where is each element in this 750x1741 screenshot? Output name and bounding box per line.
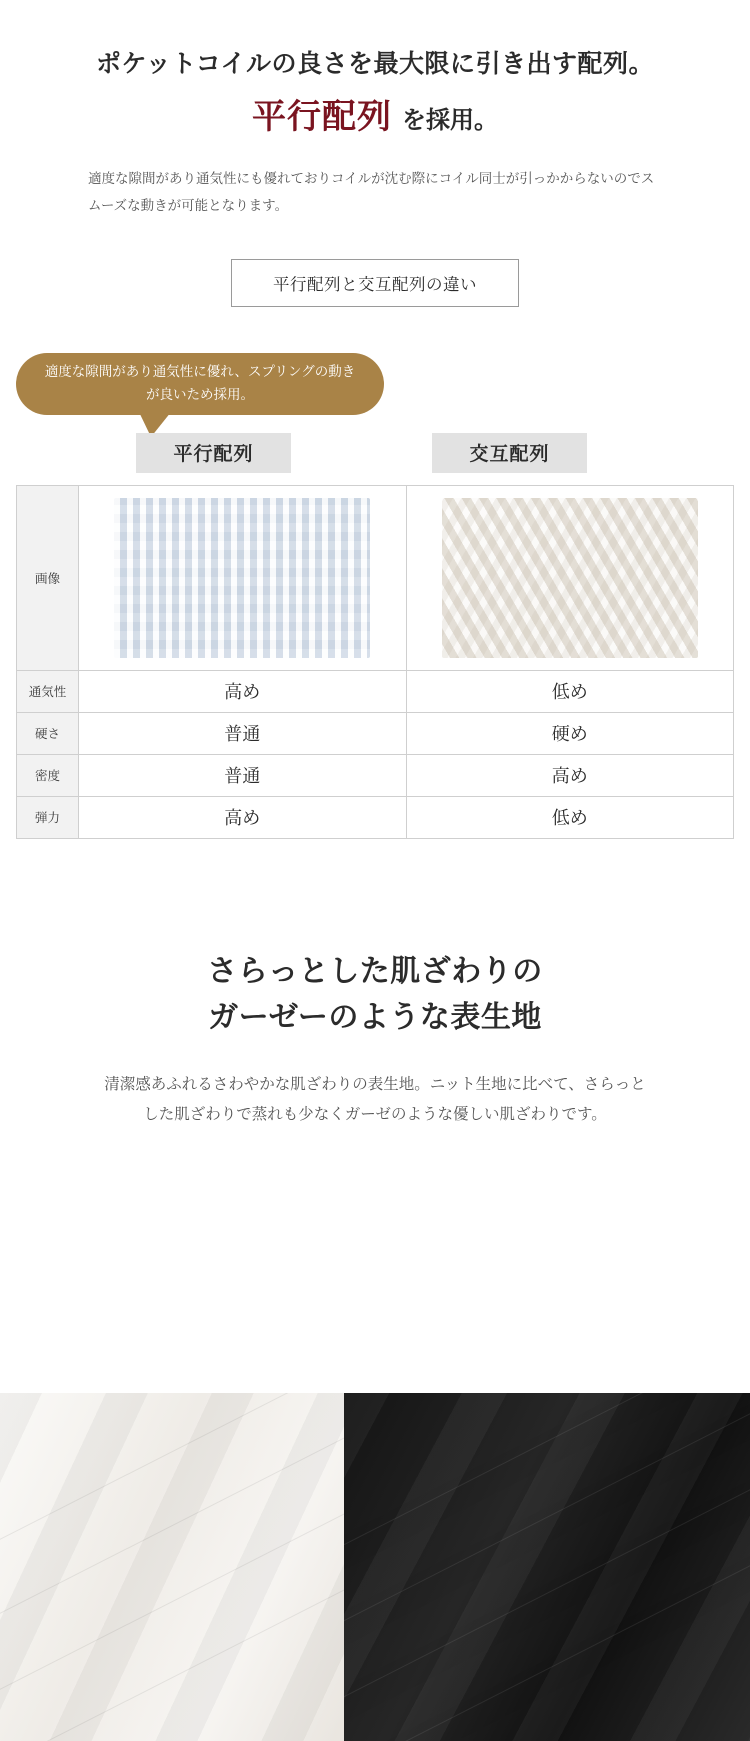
section1-heading-line1: ポケットコイルの良さを最大限に引き出す配列。: [95, 50, 654, 78]
row-label-elasticity: 弾力: [17, 796, 79, 838]
cell-density-alternating: 高め: [406, 754, 734, 796]
comparison-table: [16, 485, 734, 839]
section1-heading-emphasis: 平行配列: [252, 97, 392, 136]
section1-heading-line2: [0, 95, 750, 139]
compare-title-box: [231, 259, 519, 307]
fabric-section: [0, 949, 750, 1130]
callout-bubble: [16, 353, 384, 415]
coil-arrangement-section: [0, 0, 750, 307]
compare-column-headers: [0, 433, 750, 477]
table-row: [17, 670, 734, 712]
section2-lead-text: 清潔感あふれるさわやかな肌ざわりの表生地。ニット生地に比べて、さらっとした肌ざわりで蒸れも少なくガーゼのような優しい肌ざわりです。: [104, 1075, 646, 1123]
cell-alternating-image: [406, 485, 734, 670]
row-label-breathability: 通気性: [17, 670, 79, 712]
cell-density-parallel: 普通: [79, 754, 407, 796]
fabric-photo-white: [0, 1393, 344, 1741]
fabric-photo-black: [344, 1393, 750, 1741]
callout-bubble-text: 適度な隙間があり通気性に優れ、スプリングの動きが良いため採用。: [44, 364, 356, 402]
cell-elasticity-alternating: 低め: [406, 796, 734, 838]
table-row: [17, 754, 734, 796]
section1-heading-tail: を採用。: [402, 106, 498, 134]
section1-lead-text: 適度な隙間があり通気性にも優れておりコイルが沈む際にコイル同士が引っかからないのでスムーズな動きが可能となります。: [88, 170, 655, 213]
section2-heading-line1: さらっとした肌ざわりの: [207, 954, 543, 988]
cell-firmness-alternating: 硬め: [406, 712, 734, 754]
parallel-coil-photo: [114, 498, 370, 658]
section2-heading-line2: ガーゼーのような表生地: [208, 1001, 542, 1035]
row-label-density: 密度: [17, 754, 79, 796]
table-row: [17, 712, 734, 754]
table-row: [17, 796, 734, 838]
column-header-parallel: [136, 433, 291, 473]
cell-elasticity-parallel: 高め: [79, 796, 407, 838]
callout-bubble-wrap: [0, 353, 750, 431]
fabric-photo-row: [0, 1393, 750, 1741]
table-row: [17, 485, 734, 670]
cell-firmness-parallel: 普通: [79, 712, 407, 754]
row-label-image: 画像: [17, 485, 79, 670]
column-header-alternating: [432, 433, 587, 473]
column-header-alternating-label: 交互配列: [469, 444, 550, 466]
compare-title-label: 平行配列と交互配列の違い: [273, 275, 477, 294]
cell-breathability-parallel: 高め: [79, 670, 407, 712]
cell-parallel-image: [79, 485, 407, 670]
alternating-coil-photo: [442, 498, 698, 658]
column-header-parallel-label: 平行配列: [173, 444, 254, 466]
cell-breathability-alternating: 低め: [406, 670, 734, 712]
row-label-firmness: 硬さ: [17, 712, 79, 754]
